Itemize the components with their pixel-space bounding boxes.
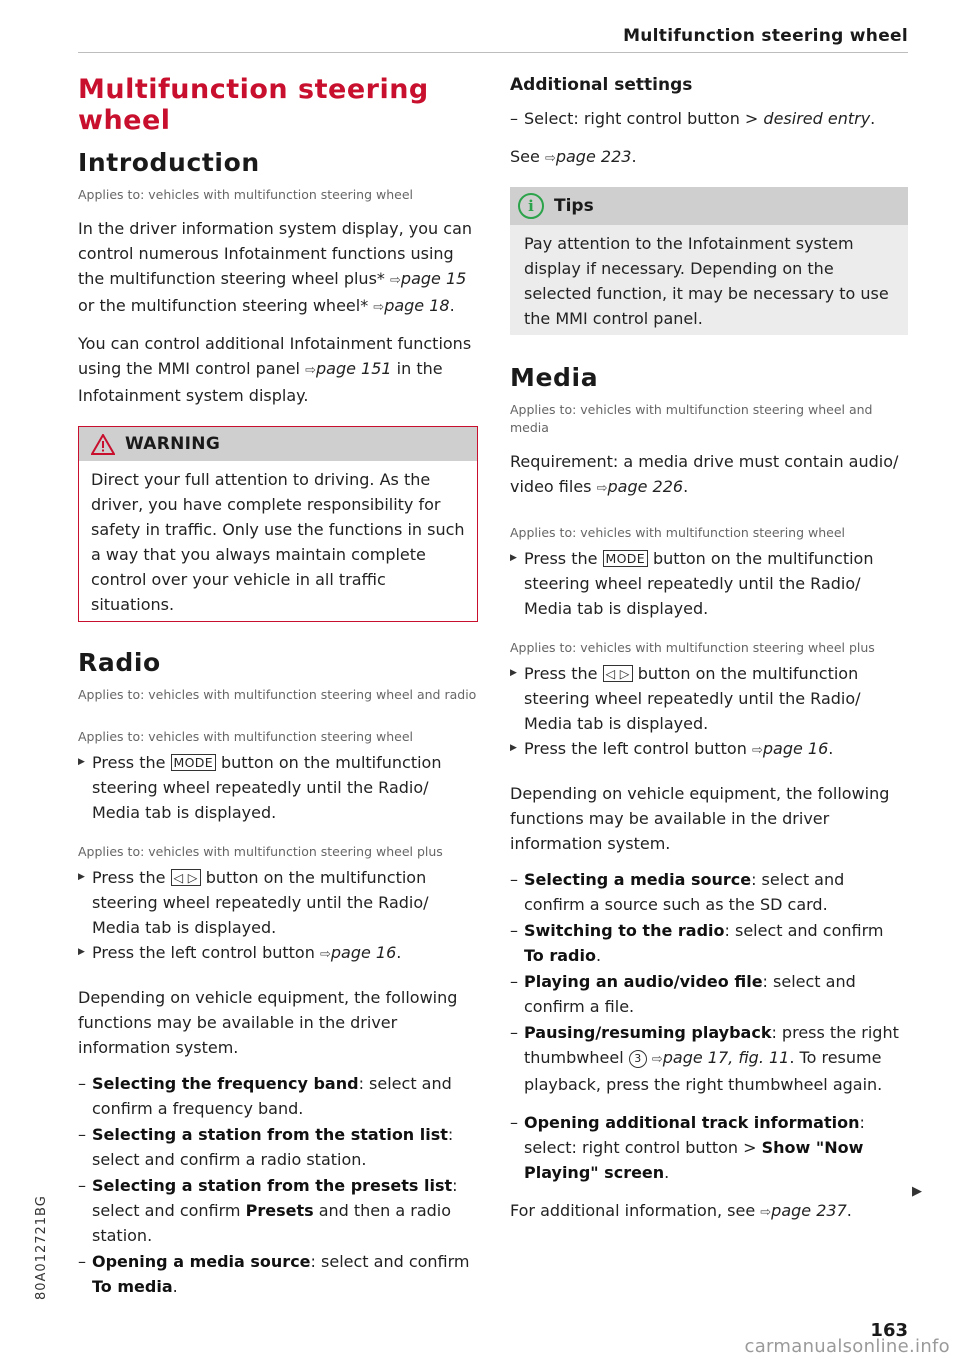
radio-applies-note: Applies to: vehicles with multifunction steering wheel and radio: [78, 687, 477, 702]
radio-heading: Radio: [78, 648, 161, 677]
media-item: – Selecting a media source: select and confirm a source such as the SD card.: [510, 867, 908, 917]
xref-arrow-icon: ⇨: [373, 300, 385, 315]
media-item: – Switching to the radio: select and confirm To radio.: [510, 918, 908, 968]
xref-arrow-icon: ⇨: [305, 363, 316, 378]
arrow-keys: ◁ ▷: [603, 665, 633, 682]
tips-box: [510, 187, 908, 335]
additional-settings-item: – Select: right control button > desired entry.: [510, 106, 908, 131]
radio-applies-note-3: Applies to: vehicles with multifunction steering wheel plus: [78, 844, 443, 859]
page-number: 163: [870, 1320, 908, 1341]
xref-page-16[interactable]: page 16: [330, 943, 397, 962]
running-head: Multifunction steering wheel: [623, 26, 908, 46]
media-applies-note-3: Applies to: vehicles with multifunction steering wheel plus: [510, 640, 875, 655]
intro-paragraph-1: In the driver information system display, you can control numerous Infotainment functions using the multifunction steering wheel plus* ⇨page 15 or the multifunction steering wheel* ⇨page 18.: [78, 219, 473, 315]
xref-page-151[interactable]: page 151: [316, 359, 392, 378]
continue-arrow-icon: ▶: [912, 1184, 922, 1199]
media-item: – Playing an audio/video file: select and confirm a file.: [510, 969, 908, 1019]
xref-arrow-icon: ⇨: [760, 1205, 772, 1220]
media-item: – Pausing/resuming playback: press the right thumbwheel 3 ⇨page 17, fig. 11. To resume playback, press the right thumbwheel again.: [510, 1020, 908, 1097]
radio-item: – Selecting a station from the presets list: select and confirm Presets and then a radio station.: [78, 1173, 478, 1248]
warning-header: [79, 427, 477, 461]
intro-paragraph-2: You can control additional Infotainment functions using the MMI control panel ⇨page 151 in the Infotainment system display.: [78, 334, 472, 405]
media-more-info: For additional information, see ⇨page 237.: [510, 1201, 852, 1220]
media-item: – Opening additional track information: select: right control button > Show "Now Playing" screen.: [510, 1110, 908, 1185]
xref-arrow-icon: ⇨: [651, 1052, 663, 1067]
xref-arrow-icon: ⇨: [390, 273, 401, 288]
media-applies-note: Applies to: vehicles with multifunction steering wheel and media: [510, 402, 873, 435]
xref-page-17[interactable]: page 17, fig. 11: [662, 1048, 790, 1067]
tips-header: [510, 187, 908, 225]
xref-page-15[interactable]: page 15: [400, 269, 467, 288]
radio-step-1: ▶ Press the MODE button on the multifunction steering wheel repeatedly until the Radio/ Media tab is displayed.: [78, 750, 478, 825]
xref-page-18[interactable]: page 18: [384, 296, 450, 315]
media-heading: Media: [510, 363, 599, 392]
additional-settings-see: See ⇨page 223.: [510, 147, 637, 166]
warning-text: Direct your full attention to driving. As the driver, you have complete responsibility for safety in traffic. Only use the functions in such a way that you always maintain complete control over your vehicle in all traffic situations.: [91, 470, 465, 614]
xref-arrow-icon: ⇨: [596, 481, 608, 496]
xref-page-16[interactable]: page 16: [762, 739, 829, 758]
arrow-keys: ◁ ▷: [171, 869, 201, 886]
document-code: 80A012721BG: [34, 1195, 49, 1300]
warning-triangle-icon: [91, 434, 115, 455]
xref-arrow-icon: ⇨: [751, 743, 763, 758]
radio-functions-paragraph: Depending on vehicle equipment, the following functions may be available in the driver information system.: [78, 988, 458, 1057]
tips-text: Pay attention to the Infotainment system display if necessary. Depending on the selected function, it may be necessary to use the MMI control panel.: [524, 234, 889, 328]
radio-step-3: ▶ Press the left control button ⇨page 16.: [78, 940, 478, 967]
chapter-title: Multifunction steering wheel: [78, 74, 429, 136]
introduction-heading: Introduction: [78, 148, 260, 177]
right-column: [510, 74, 908, 1236]
xref-arrow-icon: ⇨: [544, 151, 556, 166]
media-step-2: ▶ Press the ◁ ▷ button on the multifunction steering wheel repeatedly until the Radio/ Media tab is displayed.: [510, 661, 908, 736]
radio-applies-note-2: Applies to: vehicles with multifunction steering wheel: [78, 729, 413, 744]
warning-box: [78, 426, 478, 622]
xref-page-237[interactable]: page 237: [771, 1201, 847, 1220]
radio-item: – Opening a media source: select and confirm To media.: [78, 1249, 478, 1299]
media-step-1: ▶ Press the MODE button on the multifunction steering wheel repeatedly until the Radio/ Media tab is displayed.: [510, 546, 908, 621]
mode-key: MODE: [603, 550, 648, 567]
media-applies-note-2: Applies to: vehicles with multifunction steering wheel: [510, 525, 845, 540]
radio-item: – Selecting the frequency band: select and confirm a frequency band.: [78, 1071, 478, 1121]
media-requirement: Requirement: a media drive must contain audio/ video files ⇨page 226.: [510, 452, 899, 496]
media-functions-paragraph: Depending on vehicle equipment, the following functions may be available in the driver information system.: [510, 784, 890, 853]
watermark: carmanualsonline.info: [744, 1336, 950, 1357]
intro-applies-note: Applies to: vehicles with multifunction steering wheel: [78, 187, 413, 202]
media-step-3: ▶ Press the left control button ⇨page 16.: [510, 736, 908, 763]
xref-page-223[interactable]: page 223: [555, 147, 632, 166]
xref-page-226[interactable]: page 226: [607, 477, 684, 496]
radio-item: – Selecting a station from the station list: select and confirm a radio station.: [78, 1122, 478, 1172]
callout-number: 3: [629, 1050, 647, 1068]
radio-step-2: ▶ Press the ◁ ▷ button on the multifunction steering wheel repeatedly until the Radio/ Media tab is displayed.: [78, 865, 478, 940]
mode-key: MODE: [171, 754, 216, 771]
tips-title: Tips: [554, 196, 594, 216]
left-column: [78, 74, 478, 1300]
header-rule: [78, 52, 908, 53]
xref-arrow-icon: ⇨: [319, 947, 331, 962]
warning-title: WARNING: [125, 434, 221, 454]
info-icon: i: [518, 193, 544, 219]
additional-settings-heading: Additional settings: [510, 75, 693, 95]
